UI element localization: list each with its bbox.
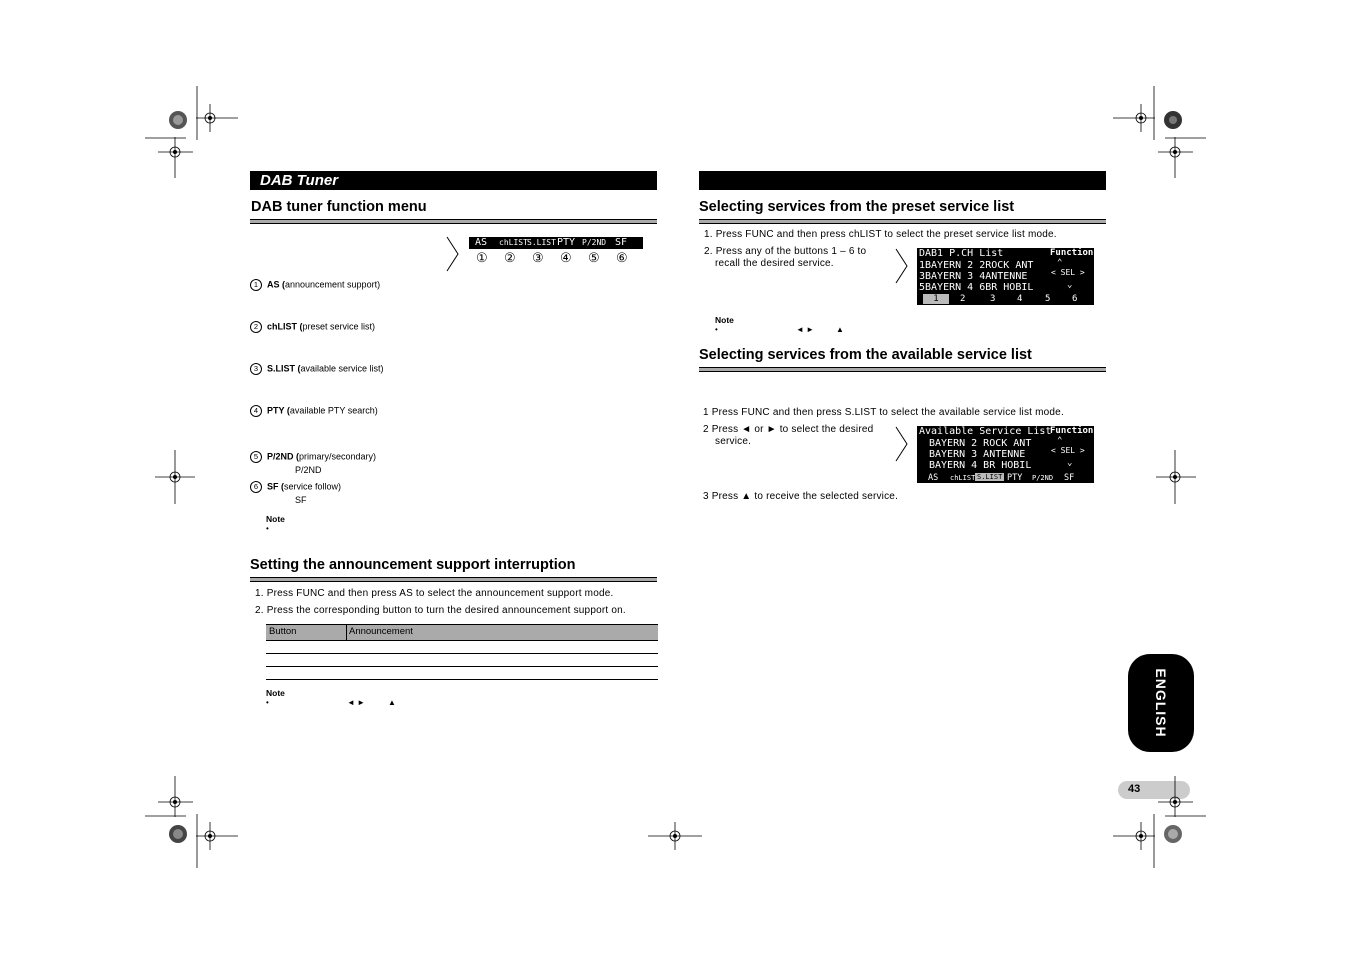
preset-step-2: 2. Press any of the buttons 1 – 6 to bbox=[704, 246, 867, 257]
language-tab-label: ENGLISH bbox=[1153, 668, 1169, 738]
preset-step-1: 1. Press FUNC and then press chLIST to select the preset service list mode. bbox=[704, 229, 1057, 240]
menu-num-2: ② bbox=[504, 250, 516, 265]
note2-label: Note bbox=[266, 688, 285, 698]
menu-num-5: ⑤ bbox=[588, 250, 600, 265]
lcd-num-1: 1 bbox=[923, 294, 949, 304]
lcd-row-1: BAYERN 2 ROCK ANT bbox=[929, 438, 1032, 449]
menu-label-sf: SF bbox=[615, 237, 628, 248]
announce-step-2: 2. Press the corresponding button to turn the desired announcement support on. bbox=[255, 605, 626, 616]
menu-label-chlist: chLIST bbox=[499, 238, 528, 247]
avail-step-2-cont: service. bbox=[715, 436, 752, 447]
note-bullet: • bbox=[266, 524, 269, 533]
menu-num-1: ① bbox=[476, 250, 488, 265]
item-name: SF ( bbox=[267, 481, 284, 492]
note2-bullet: • bbox=[266, 698, 269, 707]
lcd-sel: < SEL > bbox=[1051, 268, 1085, 277]
avail-step-1: 1 Press FUNC and then press S.LIST to select the available service list mode. bbox=[703, 407, 1064, 418]
item-name: AS ( bbox=[267, 279, 285, 290]
item-number: 4 bbox=[250, 405, 262, 417]
lcd-row-2: 3BAYERN 3 4ANTENNE bbox=[919, 271, 1028, 282]
note-label: Note bbox=[266, 514, 285, 524]
avail-step-3: 3 Press ▲ to receive the selected service. bbox=[703, 491, 899, 502]
lcd-bottom-as: AS bbox=[928, 473, 939, 483]
lcd-bottom-pty: PTY bbox=[1007, 473, 1023, 483]
item-name: P/2ND ( bbox=[267, 451, 300, 462]
chevron-up-icon: ⌃ bbox=[1057, 258, 1063, 268]
item-number: 5 bbox=[250, 451, 262, 463]
menu-num-4: ④ bbox=[560, 250, 572, 265]
page-number: 43 bbox=[1128, 783, 1141, 795]
lcd-function: Function bbox=[1050, 248, 1094, 258]
lcd-num-6: 6 bbox=[1072, 294, 1078, 304]
lcd-function: Function bbox=[1050, 426, 1094, 436]
item-name: S.LIST ( bbox=[267, 363, 301, 374]
item-number: 6 bbox=[250, 481, 262, 493]
section-header-title: DAB Tuner bbox=[260, 172, 339, 189]
item-number: 2 bbox=[250, 321, 262, 333]
preset-heading: Selecting services from the preset service list bbox=[699, 199, 1015, 215]
item-desc: service follow) bbox=[284, 481, 342, 492]
item-desc: available service list) bbox=[300, 363, 384, 374]
announce-step-1: 1. Press FUNC and then press AS to select the announcement support mode. bbox=[255, 588, 614, 599]
note-arrows-right: ◄ ► bbox=[796, 325, 815, 334]
item-desc: preset service list) bbox=[302, 321, 376, 332]
lcd-row-3: 5BAYERN 4 6BR HOBIL bbox=[919, 282, 1034, 293]
lcd-bottom-sf: SF bbox=[1064, 473, 1075, 483]
item-desc: primary/secondary) bbox=[299, 451, 377, 462]
lcd-row-3: BAYERN 4 BR HOBIL bbox=[929, 460, 1032, 471]
item-name: chLIST ( bbox=[267, 321, 303, 332]
avail-heading: Selecting services from the available service list bbox=[699, 347, 1032, 363]
menu-num-6: ⑥ bbox=[616, 250, 628, 265]
table-col-announcement: Announcement bbox=[349, 626, 413, 637]
item-sub-p2nd: P/2ND bbox=[295, 465, 322, 475]
menu-label-slist: S.LIST bbox=[527, 238, 556, 247]
menu-num-3: ③ bbox=[532, 250, 544, 265]
item-name: PTY ( bbox=[267, 405, 290, 416]
sel-label: SEL bbox=[1060, 268, 1076, 277]
lcd-row-1: 1BAYERN 2 2ROCK ANT bbox=[919, 260, 1034, 271]
lcd-num-4: 4 bbox=[1017, 294, 1023, 304]
note2-arrows: ◄ ► bbox=[347, 698, 366, 707]
note-label-right: Note bbox=[715, 315, 734, 325]
lcd-bottom-p2nd: P/2ND bbox=[1032, 474, 1054, 482]
item-desc: announcement support) bbox=[285, 279, 381, 290]
sel-label: SEL bbox=[1060, 446, 1076, 455]
note-up-right: ▲ bbox=[836, 325, 844, 334]
lcd-title: Available Service List bbox=[919, 426, 1052, 437]
note-bullet-right: • bbox=[715, 325, 718, 334]
table-col-button: Button bbox=[269, 626, 297, 637]
announce-heading: Setting the announcement support interruption bbox=[250, 557, 576, 573]
lcd-row-2: BAYERN 3 ANTENNE bbox=[929, 449, 1026, 460]
menu-label-pty: PTY bbox=[557, 237, 576, 248]
preset-step-2-cont: recall the desired service. bbox=[715, 258, 834, 269]
chevron-down-icon: ⌄ bbox=[1067, 280, 1073, 290]
chevron-down-icon: ⌄ bbox=[1067, 458, 1073, 468]
menu-heading: DAB tuner function menu bbox=[251, 199, 427, 215]
avail-step-2: 2 Press ◄ or ► to select the desired bbox=[703, 424, 874, 435]
note2-up: ▲ bbox=[388, 698, 396, 707]
lcd-bottom-slist: S.LIST bbox=[977, 473, 1003, 481]
lcd-num-3: 3 bbox=[990, 294, 996, 304]
lcd-sel: < SEL > bbox=[1051, 446, 1085, 455]
chevron-up-icon: ⌃ bbox=[1057, 436, 1063, 446]
item-sub-sf: SF bbox=[295, 495, 307, 505]
lcd-title: DAB1 P.CH List bbox=[919, 248, 1004, 259]
item-number: 1 bbox=[250, 279, 262, 291]
item-desc: available PTY search) bbox=[289, 405, 378, 416]
menu-label-p2nd: P/2ND bbox=[582, 238, 607, 247]
lcd-bottom-chlist: chLIST bbox=[950, 474, 976, 482]
menu-label-as: AS bbox=[475, 237, 488, 248]
item-number: 3 bbox=[250, 363, 262, 375]
lcd-num-2: 2 bbox=[960, 294, 966, 304]
lcd-num-5: 5 bbox=[1045, 294, 1051, 304]
